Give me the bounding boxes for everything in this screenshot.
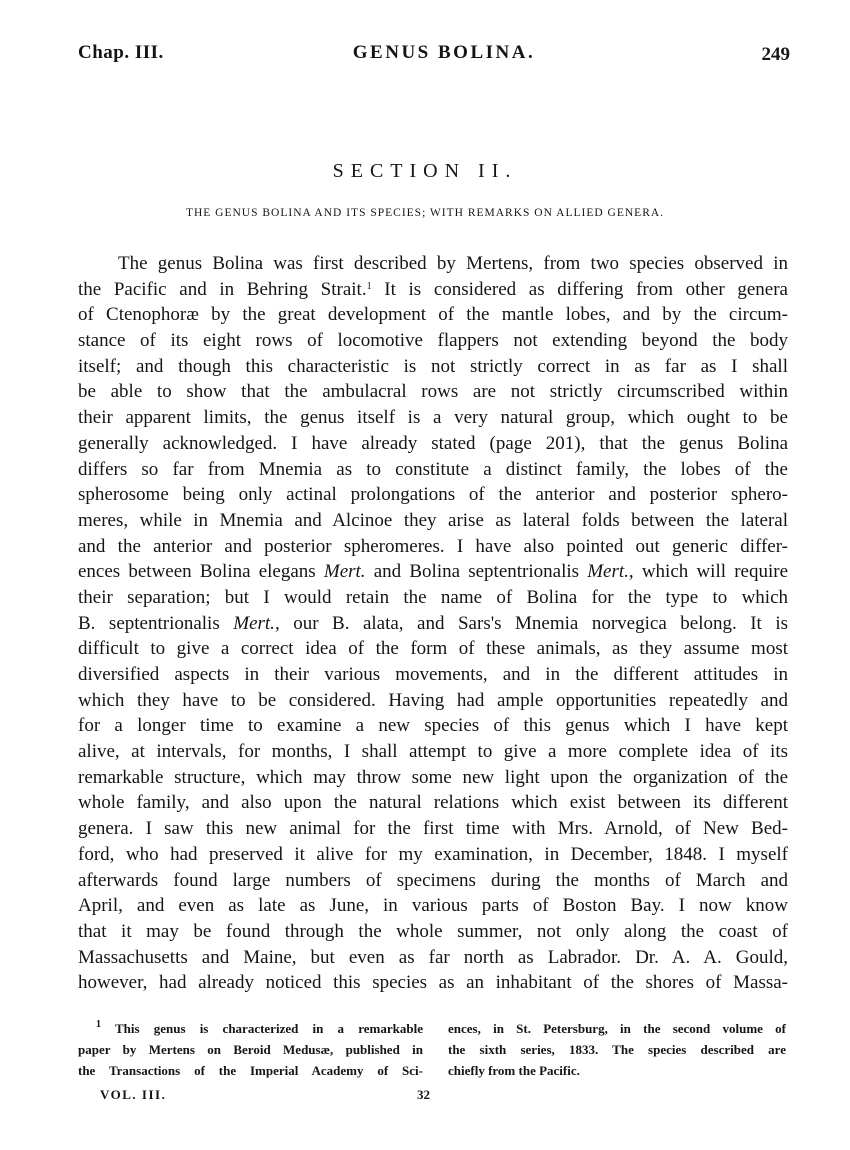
footnote-line: the sixth series, 1833. The species described are — [448, 1042, 786, 1057]
body-line — [78, 277, 788, 303]
body-line: ford, who had preserved it alive for my examination, in December, 1848. I myself — [78, 843, 788, 865]
body-line: Massachusetts and Maine, but even as far north as Labrador. Dr. A. A. Gould, — [78, 946, 788, 968]
body-line: for a longer time to examine a new species of this genus which I have kept — [78, 715, 788, 737]
body-line: that it may be found through the whole summer, not only along the coast of — [78, 920, 788, 942]
body-line: of Ctenophoræ by the great development of the mantle lobes, and by the circum- — [78, 304, 788, 326]
body-line-text: , our B. alata, and Sars's Mnemia norvegica belong. It is — [274, 612, 789, 634]
body-line-text: , which will require — [628, 561, 789, 583]
body-line: differs so far from Mnemia as to constitute a distinct family, the lobes of the — [78, 458, 788, 480]
body-line-text: It is considered as differing from other genera — [371, 278, 788, 300]
running-head — [78, 42, 790, 72]
author-abbrev: Mert. — [587, 561, 629, 583]
body-line: afterwards found large numbers of specimens during the months of March and — [78, 869, 788, 891]
body-line-text: the Pacific and in Behring Strait. — [78, 278, 367, 300]
body-line: alive, at intervals, for months, I shall attempt to give a more complete idea of its — [78, 741, 788, 763]
body-line: generally acknowledged. I have already stated (page 201), that the genus Bolina — [78, 432, 788, 454]
body-line: remarkable structure, which may throw some new light upon the organization of the — [78, 766, 788, 788]
body-line: genera. I saw this new animal for the first time with Mrs. Arnold, of New Bed- — [78, 818, 788, 840]
body-line: their apparent limits, the genus itself is a very natural group, which ought to be — [78, 407, 788, 429]
body-line: spherosome being only actinal prolongations of the anterior and posterior sphero- — [78, 484, 788, 506]
footnote-marker: 1 — [96, 1019, 101, 1030]
footnote-text: This genus is characterized in a remarkable — [114, 1021, 423, 1036]
running-title: GENUS BOLINA. — [352, 42, 536, 63]
footnote-ref: 1 — [366, 280, 372, 292]
body-line-text: B. septentrionalis — [78, 612, 220, 634]
chapter-label: Chap. III. — [78, 42, 164, 63]
body-line — [78, 611, 788, 637]
section-subtitle: THE GENUS BOLINA AND ITS SPECIES; WITH REMARKS ON ALLIED GENERA. — [185, 207, 665, 219]
footnote-right-column — [448, 1018, 786, 1081]
volume-label: VOL. III. — [100, 1087, 167, 1102]
footnotes — [78, 1018, 788, 1088]
footnote-line — [78, 1018, 423, 1039]
body-line: The genus Bolina was first described by Mertens, from two species observed in — [118, 253, 788, 274]
body-line — [78, 559, 788, 585]
body-line: which they have to be considered. Having had ample opportunities repeatedly and — [78, 689, 788, 711]
footnote-line: chiefly from the Pacific. — [448, 1063, 580, 1078]
signature-line — [100, 1087, 430, 1107]
page-number: 249 — [761, 44, 790, 65]
body-line: and the anterior and posterior spheromeres. I have also pointed out generic differ- — [78, 535, 788, 557]
footnote-line: the Transactions of the Imperial Academy of Sci- — [78, 1063, 423, 1078]
body-line: itself; and though this characteristic is not strictly correct in as far as I shall — [78, 355, 788, 377]
body-line-text: and Bolina septentrionalis — [365, 561, 588, 583]
body-line: difficult to give a correct idea of the form of these animals, as they assume most — [78, 638, 788, 660]
body-line: however, had already noticed this species as an inhabitant of the shores of Massa- — [78, 972, 788, 994]
footnote-line: ences, in St. Petersburg, in the second volume of — [448, 1021, 786, 1036]
body-line: meres, while in Mnemia and Alcinoe they arise as lateral folds between the lateral — [78, 509, 788, 531]
body-line: April, and even as late as June, in various parts of Boston Bay. I now know — [78, 895, 788, 917]
body-line: whole family, and also upon the natural relations which exist between its different — [78, 792, 788, 814]
footnote-line: paper by Mertens on Beroid Medusæ, published in — [78, 1042, 423, 1057]
body-text — [78, 251, 788, 996]
body-line: diversified aspects in their various movements, and in the different attitudes in — [78, 664, 788, 685]
body-line-text: ences between Bolina elegans — [78, 561, 316, 583]
sheet-signature: 32 — [417, 1087, 430, 1102]
body-line: their separation; but I would retain the name of Bolina for the type to which — [78, 586, 788, 608]
author-abbrev: Mert. — [323, 561, 366, 583]
body-line: be able to show that the ambulacral rows are not strictly circumscribed within — [78, 381, 788, 403]
body-line: stance of its eight rows of locomotive flappers not extending beyond the body — [78, 330, 788, 352]
section-heading: SECTION II. — [332, 160, 518, 182]
footnote-left-column — [78, 1018, 423, 1081]
author-abbrev: Mert. — [233, 612, 275, 634]
